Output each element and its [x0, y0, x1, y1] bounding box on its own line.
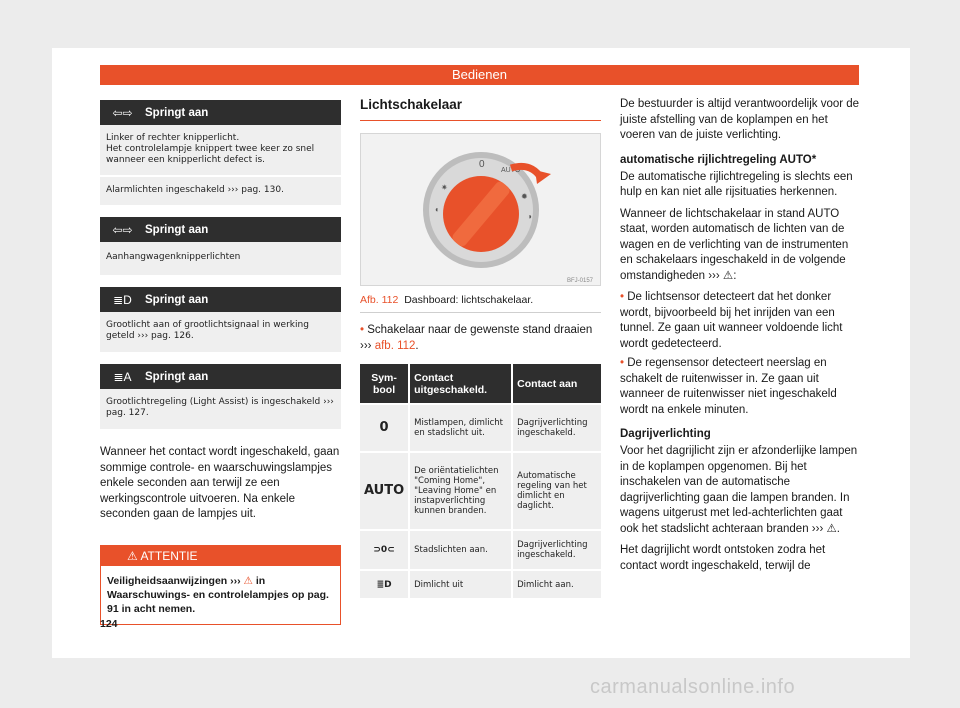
symbol-header-trailer-signal [100, 217, 341, 242]
table-cell: De oriëntatielichten "Coming Home", "Leaving Home" en instapverlichting kunnen branden. [409, 452, 512, 530]
figure-number: Afb. 112 [360, 294, 399, 306]
paragraph: Voor het dagrijlicht zijn er afzonderlijke lampen in de koplampen opgenomen. Bij het inschakelen van de automatische dagrijverlichting gaan die lampen branden. In wagens uitgerust met led-achterlichten gaat ook het stadslicht achteraan branden ››› ⚠. [620, 445, 858, 535]
table-row [360, 452, 601, 530]
turn-signal-icon: ⇦⇨ [112, 105, 133, 120]
switch-table [360, 364, 601, 598]
paragraph: Wanneer de lichtschakelaar in stand AUTO staat, worden automatisch de lichten van de wagen en de verlichting van de instrumenten en schakelaars ingeschakeld in de volgende omstandigheden ››› ⚠: [620, 207, 849, 282]
symbol-text: Alarmlichten ingeschakeld ››› pag. 130. [106, 185, 284, 195]
table-row [360, 570, 601, 598]
table-cell: Stadslichten aan. [409, 530, 512, 570]
figure-code: BFJ-0157 [567, 278, 594, 284]
instruction: • Schakelaar naar de gewenste stand draaien ››› afb. 112. [360, 324, 593, 352]
symbol-header-high-beam [100, 287, 341, 312]
figure-caption [360, 294, 601, 313]
subheading-auto: automatische rijlichtregeling AUTO* [620, 153, 817, 166]
intro-paragraph: Wanneer het contact wordt ingeschakeld, gaan sommige controle- en waarschuwingslampjes enkele seconden aan terwijl ze een werkingscontrole uitvoeren. Na enkele seconden gaan de lampjes uit. [100, 446, 340, 520]
symbol-description [100, 389, 341, 429]
table-cell: Mistlampen, dimlicht en stadslicht uit. [409, 404, 512, 452]
svg-text:0: 0 [479, 159, 485, 170]
symbol-description [100, 125, 341, 175]
warning-icon: ⚠ [127, 548, 141, 563]
watermark: carmanualsonline.info [590, 676, 796, 698]
symbol-header-light-assist [100, 364, 341, 389]
light-assist-icon: ≣A [113, 369, 132, 384]
table-cell-symbol: ≣D [360, 570, 409, 598]
table-header: Contact uitgeschakeld. [409, 364, 512, 404]
warning-icon: ⚠ [243, 574, 253, 587]
table-cell-symbol: AUTO [360, 452, 409, 530]
svg-text:◐: ◐ [435, 205, 440, 214]
column-middle [360, 97, 601, 598]
attention-text: in acht nemen. [118, 602, 196, 615]
bullet-item: • De regensensor detecteert neerslag en schakelt de ruitenwisser in. Ze gaan uit wanneer de ruitenwisser niet ingeschakeld wordt na enkele minuten. [620, 357, 837, 416]
column-left [100, 100, 341, 625]
trailer-signal-icon: ⇦⇨ [112, 222, 133, 237]
symbol-description [100, 312, 341, 352]
symbol-label: Springt aan [145, 223, 209, 236]
table-cell-symbol: 0 [360, 404, 409, 452]
paragraph: Het dagrijlicht wordt ontstoken zodra het contact wordt ingeschakeld, terwijl de [620, 544, 826, 572]
page-number: 124 [100, 618, 118, 630]
subheading-daytime: Dagrijverlichting [620, 428, 711, 440]
table-header: Sym-bool [360, 364, 409, 404]
symbol-text: Grootlicht aan of grootlichtsignaal in werking geteld ››› pag. 126. [106, 320, 309, 341]
table-cell: Dimlicht aan. [512, 570, 601, 598]
symbol-text: Linker of rechter knipperlicht. Het controlelampje knippert twee keer zo snel wanneer een knipperlicht defect is. [106, 133, 315, 165]
figure-caption-text: Dashboard: lichtschakelaar. [404, 294, 534, 306]
symbol-header-turn-signal [100, 100, 341, 125]
light-switch-illustration [361, 134, 600, 285]
table-cell: Dagrijverlichting ingeschakeld. [512, 530, 601, 570]
table-header-row [360, 364, 601, 404]
svg-text:AUTO: AUTO [501, 167, 521, 174]
symbol-text: Grootlichtregeling (Light Assist) is ingeschakeld ››› pag. 127. [106, 397, 334, 418]
svg-text:✹: ✹ [521, 192, 528, 201]
bullet-item: • De lichtsensor detecteert dat het donker wordt, bijvoorbeeld bij het inrijden van een tunnel. Ze gaan uit wanneer voldoende licht wordt gedetecteerd. [620, 291, 843, 350]
high-beam-icon: ≣D [113, 292, 132, 307]
table-cell: Dimlicht uit [409, 570, 512, 598]
table-row [360, 404, 601, 452]
attention-link[interactable]: in Waarschuwings- en controlelampjes op pag. 91 [107, 574, 329, 615]
chapter-title: Bedienen [452, 67, 507, 82]
figure-link[interactable]: afb. 112 [374, 339, 416, 352]
symbol-description [100, 242, 341, 275]
attention-text: Veiligheidsaanwijzingen ››› [107, 574, 241, 587]
attention-title: ATTENTIE [140, 548, 198, 563]
table-cell: Dagrijverlichting ingeschakeld. [512, 404, 601, 452]
attention-header [101, 546, 340, 566]
table-header: Contact aan [512, 364, 601, 404]
paragraph: De bestuurder is altijd verantwoordelijk voor de juiste afstelling van de koplampen en het voeren van de juiste verlichting. [620, 98, 860, 141]
symbol-text: Aanhangwagenknipperlichten [106, 252, 241, 262]
section-title: Lichtschakelaar [360, 97, 601, 121]
chapter-header [100, 65, 859, 85]
table-cell: Automatische regeling van het dimlicht en daglicht. [512, 452, 601, 530]
paragraph: De automatische rijlichtregeling is slechts een hulp en kan niet alle rijsituaties herkennen. [620, 170, 853, 198]
column-right [620, 97, 861, 574]
attention-body [101, 566, 340, 624]
symbol-description [100, 175, 341, 205]
svg-text:✷: ✷ [441, 183, 448, 192]
light-switch-figure [360, 133, 601, 286]
table-cell-symbol: ⊃0⊂ [360, 530, 409, 570]
table-row [360, 530, 601, 570]
attention-box [100, 545, 341, 625]
svg-text:◑: ◑ [527, 212, 532, 221]
symbol-label: Springt aan [145, 370, 209, 383]
symbol-label: Springt aan [145, 293, 209, 306]
symbol-label: Springt aan [145, 106, 209, 119]
